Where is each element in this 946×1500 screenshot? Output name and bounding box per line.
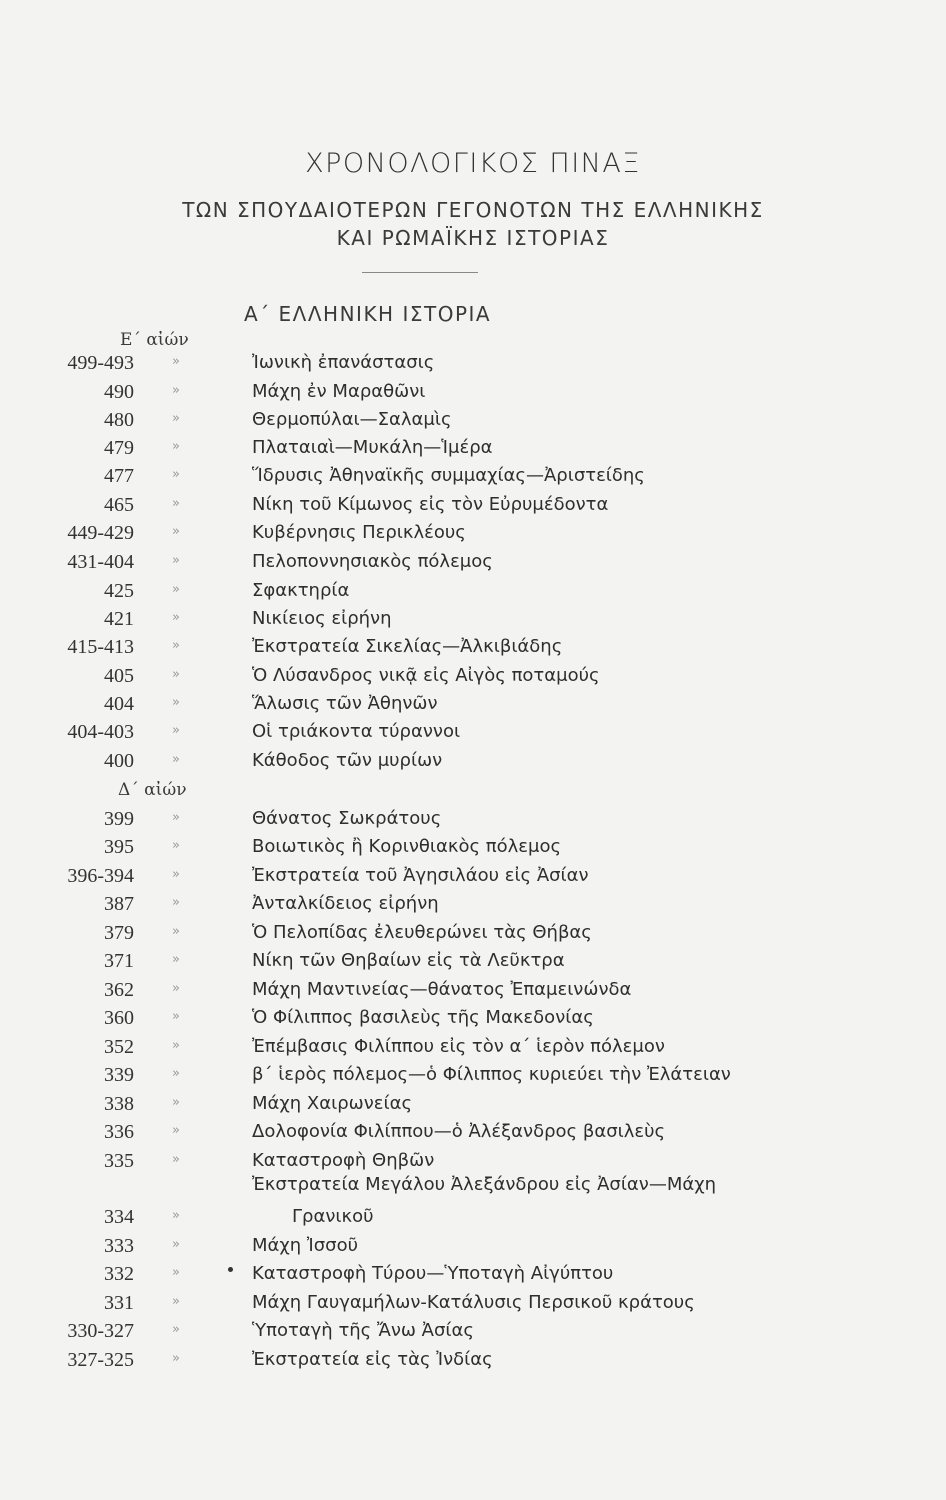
year-cell: 335 [104,1150,134,1172]
ditto-mark: » [172,582,180,597]
table-row [0,808,946,836]
ditto-mark: » [172,439,180,454]
event-cell: Πλαταιαὶ—Μυκάλη—Ἱμέρα [252,437,493,458]
event-cell: Ἀνταλκίδειος εἰρήνη [252,893,439,914]
event-cell: Οἱ τριάκοντα τύραννοι [252,721,461,742]
event-cell: Ὁ Λύσανδρος νικᾷ εἰς Αἰγὸς ποταμούς [252,665,600,686]
table-row [0,865,946,893]
ditto-mark: » [172,867,180,882]
ditto-mark: » [172,1038,180,1053]
table-row [0,1263,946,1291]
year-cell: 362 [104,979,134,1001]
table-row [0,693,946,721]
event-cell: Καταστροφὴ Τύρου—Ὑποταγὴ Αἰγύπτου [252,1263,614,1284]
year-cell: 399 [104,808,134,830]
event-cell: Ἐκστρατεία Σικελίας—Ἀλκιβιάδης [252,636,563,657]
century-label: Δ΄ αἰών [118,780,187,800]
ditto-mark: » [172,524,180,539]
table-row [0,437,946,465]
ditto-mark: » [172,838,180,853]
ditto-mark: » [172,1009,180,1024]
year-cell: 327-325 [67,1349,134,1371]
event-cell: Θάνατος Σωκράτους [252,808,442,829]
page-title: ΧΡΟΝΟΛΟΓΙΚΟΣ ΠΙΝΑΞ [305,148,641,179]
ditto-mark: » [172,1123,180,1138]
event-cell: Καταστροφὴ Θηβῶν [252,1150,435,1171]
year-cell: 431-404 [67,551,134,573]
ditto-mark: » [172,1066,180,1081]
divider [362,272,478,273]
ditto-mark: » [172,752,180,767]
ditto-mark: » [172,553,180,568]
year-cell: 490 [104,381,134,403]
year-cell: 330-327 [67,1320,134,1342]
ditto-mark: » [172,383,180,398]
ditto-mark: » [172,810,180,825]
year-cell: 331 [104,1292,134,1314]
ditto-mark: » [172,411,180,426]
event-cell: Κυβέρνησις Περικλέους [252,522,466,543]
century-label: Ε΄ αἰών [120,330,189,350]
table-row [0,494,946,522]
table-row [0,381,946,409]
table-row [0,1292,946,1320]
ditto-mark: » [172,952,180,967]
ditto-mark: » [172,610,180,625]
ditto-mark: » [172,1265,180,1280]
event-cell: Νίκη τοῦ Κίμωνος εἰς τὸν Εὐρυμέδοντα [252,494,609,515]
year-cell: 421 [104,608,134,630]
table-row [0,1320,946,1348]
event-cell: Μάχη Γαυγαμήλων-Κατάλυσις Περσικοῦ κράτους [252,1292,695,1313]
table-row [0,665,946,693]
event-cell: Ἐπέμβασις Φιλίππου εἰς τὸν α΄ ἱερὸν πόλεμον [252,1036,665,1057]
table-row [0,1174,946,1202]
event-cell: Ὑποταγὴ τῆς Ἄνω Ἀσίας [252,1320,474,1341]
ditto-mark: » [172,723,180,738]
table-row [0,580,946,608]
subtitle-line-2: ΚΑΙ ΡΩΜΑΪΚΗΣ ΙΣΤΟΡΙΑΣ [336,226,610,250]
year-cell: 449-429 [67,522,134,544]
table-row [0,1093,946,1121]
year-cell: 425 [104,580,134,602]
ditto-mark: » [172,1208,180,1223]
event-cell: Ἰωνικὴ ἐπανάστασις [252,352,435,373]
table-row [0,1235,946,1263]
event-cell: β΄ ἱερὸς πόλεμος—ὁ Φίλιππος κυριεύει τὴν Ἐλάτειαν [252,1064,731,1085]
table-row [0,636,946,664]
ditto-mark: » [172,667,180,682]
year-cell: 332 [104,1263,134,1285]
event-cell: Δολοφονία Φιλίππου—ὁ Ἀλέξανδρος βασιλεὺς [252,1121,666,1142]
event-cell: Νικίειος εἰρήνη [252,608,392,629]
ditto-mark: » [172,981,180,996]
event-cell: Θερμοπύλαι—Σαλαμὶς [252,409,452,430]
ditto-mark: » [172,467,180,482]
year-cell: 379 [104,922,134,944]
ditto-mark: » [172,1351,180,1366]
ditto-mark: » [172,1152,180,1167]
event-cell: Νίκη τῶν Θηβαίων εἰς τὰ Λεῦκτρα [252,950,565,971]
bullet-icon [228,1267,233,1272]
ditto-mark: » [172,638,180,653]
event-cell: Μάχη Χαιρωνείας [252,1093,413,1114]
year-cell: 480 [104,409,134,431]
event-cell: Ἐκστρατεία Μεγάλου Ἀλεξάνδρου εἰς Ἀσίαν—Μάχη [252,1174,717,1195]
ditto-mark: » [172,496,180,511]
event-cell: Πελοποννησιακὸς πόλεμος [252,551,493,572]
event-cell: Ὁ Φίλιππος βασιλεὺς τῆς Μακεδονίας [252,1007,594,1028]
table-row [0,551,946,579]
table-row [0,922,946,950]
year-cell: 479 [104,437,134,459]
year-cell: 395 [104,836,134,858]
table-row [0,352,946,380]
table-row [0,836,946,864]
ditto-mark: » [172,895,180,910]
table-row [0,979,946,1007]
year-cell: 339 [104,1064,134,1086]
ditto-mark: » [172,1237,180,1252]
event-cell: Ἐκστρατεία εἰς τὰς Ἰνδίας [252,1349,493,1370]
table-row [0,465,946,493]
event-cell: Βοιωτικὸς ἢ Κορινθιακὸς πόλεμος [252,836,562,857]
year-cell: 396-394 [67,865,134,887]
event-cell: Μάχη Ἰσσοῦ [252,1235,359,1256]
year-cell: 360 [104,1007,134,1029]
year-cell: 334 [104,1206,134,1228]
event-cell: Ἐκστρατεία τοῦ Ἀγησιλάου εἰς Ἀσίαν [252,865,589,886]
ditto-mark: » [172,354,180,369]
event-cell: Ἵδρυσις Ἀθηναϊκῆς συμμαχίας—Ἀριστείδης [252,465,645,486]
year-cell: 387 [104,893,134,915]
table-row [0,608,946,636]
event-cell: Ὁ Πελοπίδας ἐλευθερώνει τὰς Θήβας [252,922,592,943]
year-cell: 371 [104,950,134,972]
table-row [0,1036,946,1064]
subtitle-line-1: ΤΩΝ ΣΠΟΥΔΑΙΟΤΕΡΩΝ ΓΕΓΟΝΟΤΩΝ ΤΗΣ ΕΛΛΗΝΙΚΗΣ [182,198,764,222]
year-cell: 404 [104,693,134,715]
year-cell: 477 [104,465,134,487]
event-cell: Μάχη ἐν Μαραθῶνι [252,381,426,402]
year-cell: 404-403 [67,721,134,743]
event-cell: Μάχη Μαντινείας—θάνατος Ἐπαμεινώνδα [252,979,632,1000]
ditto-mark: » [172,695,180,710]
year-cell: 336 [104,1121,134,1143]
year-cell: 405 [104,665,134,687]
year-cell: 465 [104,494,134,516]
year-cell: 415-413 [67,636,134,658]
section-title: Α΄ ΕΛΛΗΝΙΚΗ ΙΣΤΟΡΙΑ [244,302,492,326]
ditto-mark: » [172,924,180,939]
event-cell: Κάθοδος τῶν μυρίων [252,750,443,771]
year-cell: 400 [104,750,134,772]
table-row [0,1206,946,1234]
table-row [0,522,946,550]
year-cell: 338 [104,1093,134,1115]
table-row [0,721,946,749]
table-row [0,750,946,778]
event-cell: Ἅλωσις τῶν Ἀθηνῶν [252,693,438,714]
year-cell: 499-493 [67,352,134,374]
table-row [0,893,946,921]
ditto-mark: » [172,1095,180,1110]
table-row [0,409,946,437]
ditto-mark: » [172,1294,180,1309]
event-cell: Σφακτηρία [252,580,350,601]
ditto-mark: » [172,1322,180,1337]
table-row [0,1064,946,1092]
table-row [0,1007,946,1035]
table-row [0,1349,946,1377]
year-cell: 333 [104,1235,134,1257]
table-row [0,950,946,978]
event-cell: Γρανικοῦ [292,1206,374,1227]
year-cell: 352 [104,1036,134,1058]
table-row [0,1121,946,1149]
